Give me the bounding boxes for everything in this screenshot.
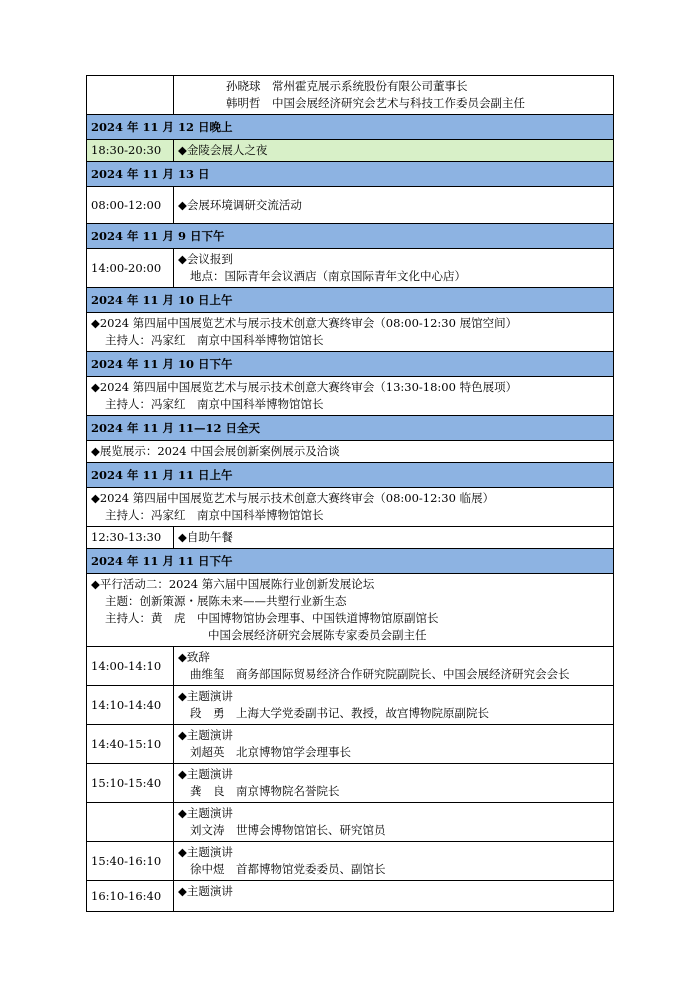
table-row <box>87 377 614 416</box>
time-cell: 15:40-16:10 <box>87 842 174 881</box>
date-header-row <box>87 463 614 488</box>
event-cell <box>174 881 614 912</box>
date-header: 2024 年 11 月 11 日上午 <box>87 463 614 488</box>
table-row <box>87 76 614 115</box>
date-header-row <box>87 416 614 441</box>
time-cell: 14:40-15:10 <box>87 725 174 764</box>
event-title: ◆2024 第四届中国展览艺术与展示技术创意大赛终审会（13:30-18:00 特色展项） <box>91 380 518 394</box>
event-host: 主持人：冯家红 南京中国科举博物馆馆长 <box>105 397 324 411</box>
talk-speaker: 龚 良 南京博物院名誉院长 <box>190 784 340 798</box>
time-cell: 14:10-14:40 <box>87 686 174 725</box>
talk-speaker: 段 勇 上海大学党委副书记、教授，故宫博物院原副院长 <box>190 706 489 720</box>
event-cell: ◆自助午餐 <box>174 527 614 549</box>
table-row <box>87 574 614 647</box>
date-header-row <box>87 288 614 313</box>
date-header-row <box>87 162 614 187</box>
talk-type: ◆主题演讲 <box>178 806 233 820</box>
time-cell: 14:00-20:00 <box>87 249 174 288</box>
speaker-cell <box>174 76 614 115</box>
talk-type: ◆主题演讲 <box>178 845 233 859</box>
date-header-row <box>87 224 614 249</box>
table-row <box>87 725 614 764</box>
talk-speaker: 徐中煜 首都博物馆党委委员、副馆长 <box>190 862 386 876</box>
event-cell <box>174 764 614 803</box>
event-host: 主持人：冯家红 南京中国科举博物馆馆长 <box>105 508 324 522</box>
event-cell <box>174 803 614 842</box>
talk-type: ◆主题演讲 <box>178 767 233 781</box>
time-cell: 08:00-12:00 <box>87 187 174 224</box>
forum-cell <box>87 574 614 647</box>
table-row <box>87 313 614 352</box>
talk-type: ◆致辞 <box>178 650 210 664</box>
schedule-page <box>86 75 614 912</box>
table-row <box>87 686 614 725</box>
event-cell: ◆会展环境调研交流活动 <box>174 187 614 224</box>
talk-type: ◆主题演讲 <box>178 884 233 898</box>
event-cell <box>87 488 614 527</box>
event-cell <box>174 647 614 686</box>
table-row <box>87 249 614 288</box>
talk-speaker: 曲维玺 商务部国际贸易经济合作研究院副院长、中国会展经济研究会会长 <box>190 667 570 681</box>
event-cell: ◆金陵会展人之夜 <box>174 140 614 162</box>
forum-host-title: 中国会展经济研究会展陈专家委员会副主任 <box>208 628 427 642</box>
date-header: 2024 年 11 月 10 日下午 <box>87 352 614 377</box>
event-title: ◆会议报到 <box>178 252 233 266</box>
event-cell <box>87 377 614 416</box>
event-cell: ◆展览展示：2024 中国会展创新案例展示及洽谈 <box>87 441 614 463</box>
time-cell <box>87 76 174 115</box>
date-header: 2024 年 11 月 11 日下午 <box>87 549 614 574</box>
event-cell <box>87 313 614 352</box>
time-cell: 16:10-16:40 <box>87 881 174 912</box>
event-cell <box>174 249 614 288</box>
date-header: 2024 年 11 月 10 日上午 <box>87 288 614 313</box>
talk-speaker: 刘文涛 世博会博物馆馆长、研究馆员 <box>190 823 386 837</box>
forum-theme: 主题：创新策源・展陈未来——共塑行业新生态 <box>105 594 347 608</box>
talk-type: ◆主题演讲 <box>178 689 233 703</box>
event-host: 主持人：冯家红 南京中国科举博物馆馆长 <box>105 333 324 347</box>
forum-title: ◆平行活动二：2024 第六届中国展陈行业创新发展论坛 <box>91 577 375 591</box>
speaker-line: 韩明哲 中国会展经济研究会艺术与科技工作委员会副主任 <box>226 96 525 110</box>
table-row <box>87 881 614 912</box>
event-cell <box>174 842 614 881</box>
event-title: ◆2024 第四届中国展览艺术与展示技术创意大赛终审会（08:00-12:30 临展） <box>91 491 495 505</box>
table-row <box>87 842 614 881</box>
talk-type: ◆主题演讲 <box>178 728 233 742</box>
time-cell: 14:00-14:10 <box>87 647 174 686</box>
table-row <box>87 441 614 463</box>
table-row <box>87 647 614 686</box>
date-header: 2024 年 11 月 9 日下午 <box>87 224 614 249</box>
schedule-table <box>86 75 614 912</box>
date-header-row <box>87 352 614 377</box>
event-location: 地点：国际青年会议酒店（南京国际青年文化中心店） <box>190 269 466 283</box>
speaker-line: 孙晓球 常州霍克展示系统股份有限公司董事长 <box>226 79 468 93</box>
time-cell: 12:30-13:30 <box>87 527 174 549</box>
table-row <box>87 488 614 527</box>
date-header: 2024 年 11 月 13 日 <box>87 162 614 187</box>
time-cell <box>87 803 174 842</box>
date-header: 2024 年 11 月 12 日晚上 <box>87 115 614 140</box>
time-cell: 15:10-15:40 <box>87 764 174 803</box>
table-row <box>87 527 614 549</box>
table-row <box>87 764 614 803</box>
event-cell <box>174 725 614 764</box>
date-header: 2024 年 11 月 11—12 日全天 <box>87 416 614 441</box>
event-title: ◆2024 第四届中国展览艺术与展示技术创意大赛终审会（08:00-12:30 展馆空间） <box>91 316 518 330</box>
table-row <box>87 140 614 162</box>
time-cell: 18:30-20:30 <box>87 140 174 162</box>
event-cell <box>174 686 614 725</box>
forum-host: 主持人：黄 虎 中国博物馆协会理事、中国铁道博物馆原副馆长 <box>105 611 439 625</box>
talk-speaker: 刘超英 北京博物馆学会理事长 <box>190 745 351 759</box>
date-header-row <box>87 549 614 574</box>
date-header-row <box>87 115 614 140</box>
table-row <box>87 187 614 224</box>
table-row <box>87 803 614 842</box>
